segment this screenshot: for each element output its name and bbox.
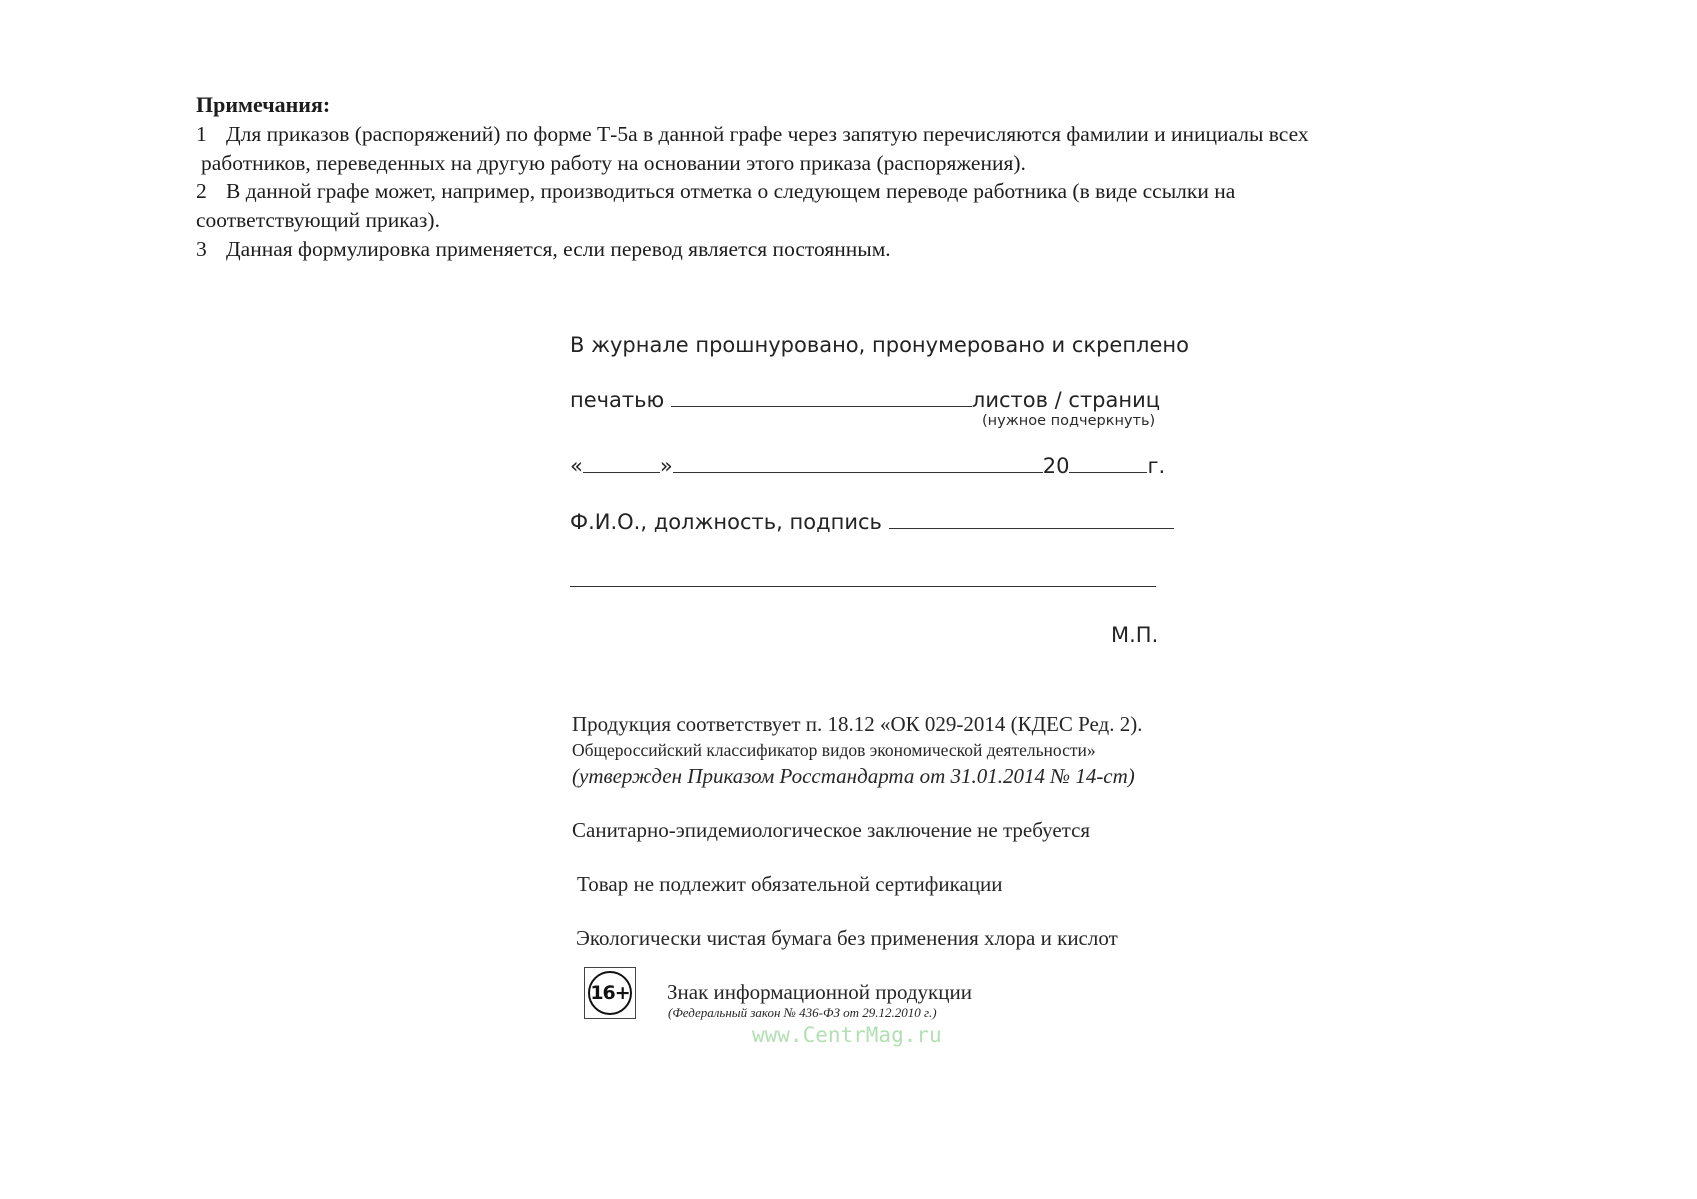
signature-blank-full[interactable] — [570, 566, 1156, 587]
year-blank[interactable] — [1069, 454, 1147, 473]
ecology-note: Экологически чистая бумага без применения хлора и кислот — [576, 926, 1118, 950]
note-text: Для приказов (распоряжений) по форме Т-5а в данной графе через запятую перечисляются фамилии и инициалы всех — [226, 122, 1309, 146]
month-blank[interactable] — [673, 454, 1043, 473]
info-product-sign: Знак информационной продукции — [667, 980, 972, 1004]
date-close-quote: » — [659, 454, 673, 478]
date-line — [570, 454, 1165, 478]
sanitary-note: Санитарно-эпидемиологическое заключение не требуется — [572, 818, 1091, 842]
product-compliance: Продукция соответствует п. 18.12 «ОК 029-2014 (КДЕС Ред. 2). — [572, 712, 1143, 736]
watermark: www.CentrMag.ru — [752, 1023, 942, 1047]
sheet-count-line — [570, 388, 1160, 412]
day-blank[interactable] — [583, 454, 660, 473]
date-open-quote: « — [570, 454, 583, 478]
year-suffix: г. — [1147, 454, 1166, 478]
note-3 — [196, 237, 891, 262]
certification-statement: В журнале прошнуровано, пронумеровано и скреплено — [570, 333, 1189, 357]
age-rating-label: 16+ — [588, 971, 632, 1015]
note-2 — [196, 179, 1235, 204]
note-number: 2 — [196, 179, 207, 203]
stamp-suffix: листов / страниц — [971, 388, 1161, 412]
signature-line — [570, 510, 1174, 534]
signature-blank[interactable] — [889, 510, 1174, 529]
year-prefix: 20 — [1042, 454, 1070, 478]
seal-place: М.П. — [1111, 623, 1159, 647]
certification-note: Товар не подлежит обязательной сертификации — [577, 872, 1003, 896]
note-2-continuation: соответствующий приказ). — [196, 208, 440, 232]
note-text: В данной графе может, например, производиться отметка о следующем переводе работника (в виде ссылки на — [226, 179, 1236, 203]
note-1 — [196, 122, 1309, 147]
note-text: Данная формулировка применяется, если перевод является постоянным. — [226, 237, 891, 261]
underline-hint: (нужное подчеркнуть) — [982, 413, 1156, 429]
law-reference: (Федеральный закон № 436-ФЗ от 29.12.2010 г.) — [668, 1005, 937, 1020]
age-rating-icon — [584, 967, 636, 1019]
sheet-count-blank[interactable] — [671, 388, 972, 407]
note-1-continuation: работников, переведенных на другую работу на основании этого приказа (распоряжения). — [201, 151, 1026, 175]
note-number: 1 — [196, 122, 207, 146]
stamp-prefix: печатью — [570, 388, 665, 412]
note-number: 3 — [196, 237, 207, 261]
signature-label: Ф.И.О., должность, подпись — [570, 510, 882, 534]
notes-title: Примечания: — [196, 92, 331, 117]
product-classifier: Общероссийский классификатор видов экономической деятельности» — [572, 740, 1096, 760]
product-approval: (утвержден Приказом Росстандарта от 31.01.2014 № 14-ст) — [572, 764, 1135, 788]
